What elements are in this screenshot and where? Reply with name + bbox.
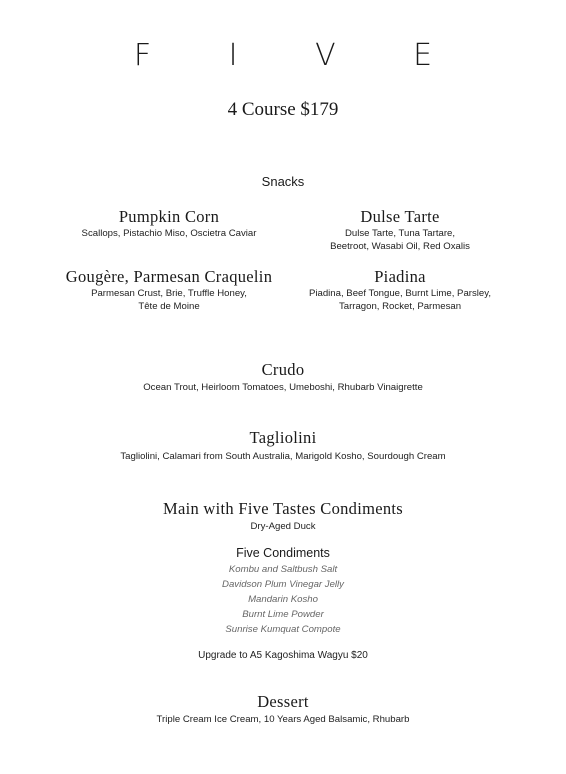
dish-title: Piadina — [374, 267, 426, 286]
snack-item-piadina — [290, 267, 510, 313]
dessert-description: Triple Cream Ice Cream, 10 Years Aged Balsamic, Rhubarb — [156, 714, 410, 725]
condiment-item: Mandarin Kosho — [248, 594, 318, 605]
dish-title: Pumpkin Corn — [118, 207, 220, 226]
condiment-item: Davidson Plum Vinegar Jelly — [222, 579, 344, 590]
restaurant-name: F I V E — [133, 38, 467, 73]
crudo-title: Crudo — [261, 360, 305, 379]
snack-item-gougere — [40, 267, 298, 313]
condiment-item: Sunrise Kumquat Compote — [225, 624, 341, 635]
dish-description: Dulse Tarte, Tuna Tartare, Beetroot, Wasabi Oil, Red Oxalis — [330, 228, 470, 252]
main-title: Main with Five Tastes Condiments — [162, 499, 404, 518]
condiments-list — [0, 562, 566, 637]
dish-description: Parmesan Crust, Brie, Truffle Honey, Tête de Moine — [91, 288, 247, 312]
dish-title: Dulse Tarte — [360, 207, 440, 226]
crudo-description: Ocean Trout, Heirloom Tomatoes, Umeboshi, Rhubarb Vinaigrette — [143, 382, 423, 393]
snacks-heading: Snacks — [261, 174, 305, 189]
tagliolini-title: Tagliolini — [249, 428, 317, 447]
snack-item-pumpkin-corn — [40, 207, 298, 241]
condiment-item: Kombu and Saltbush Salt — [228, 564, 338, 575]
upgrade-note: Upgrade to A5 Kagoshima Wagyu $20 — [198, 650, 368, 661]
snack-item-dulse-tarte — [290, 207, 510, 253]
dessert-title: Dessert — [257, 692, 309, 711]
dish-description: Scallops, Pistachio Miso, Oscietra Caviar — [81, 228, 257, 239]
dish-description: Piadina, Beef Tongue, Burnt Lime, Parsley, Tarragon, Rocket, Parmesan — [308, 288, 492, 312]
tagliolini-description: Tagliolini, Calamari from South Australia, Marigold Kosho, Sourdough Cream — [120, 451, 446, 462]
dish-title: Gougère, Parmesan Craquelin — [65, 267, 273, 286]
menu-price: 4 Course $179 — [227, 99, 339, 120]
condiments-heading: Five Condiments — [236, 546, 330, 560]
condiment-item: Burnt Lime Powder — [242, 609, 324, 620]
main-description: Dry-Aged Duck — [250, 521, 316, 532]
